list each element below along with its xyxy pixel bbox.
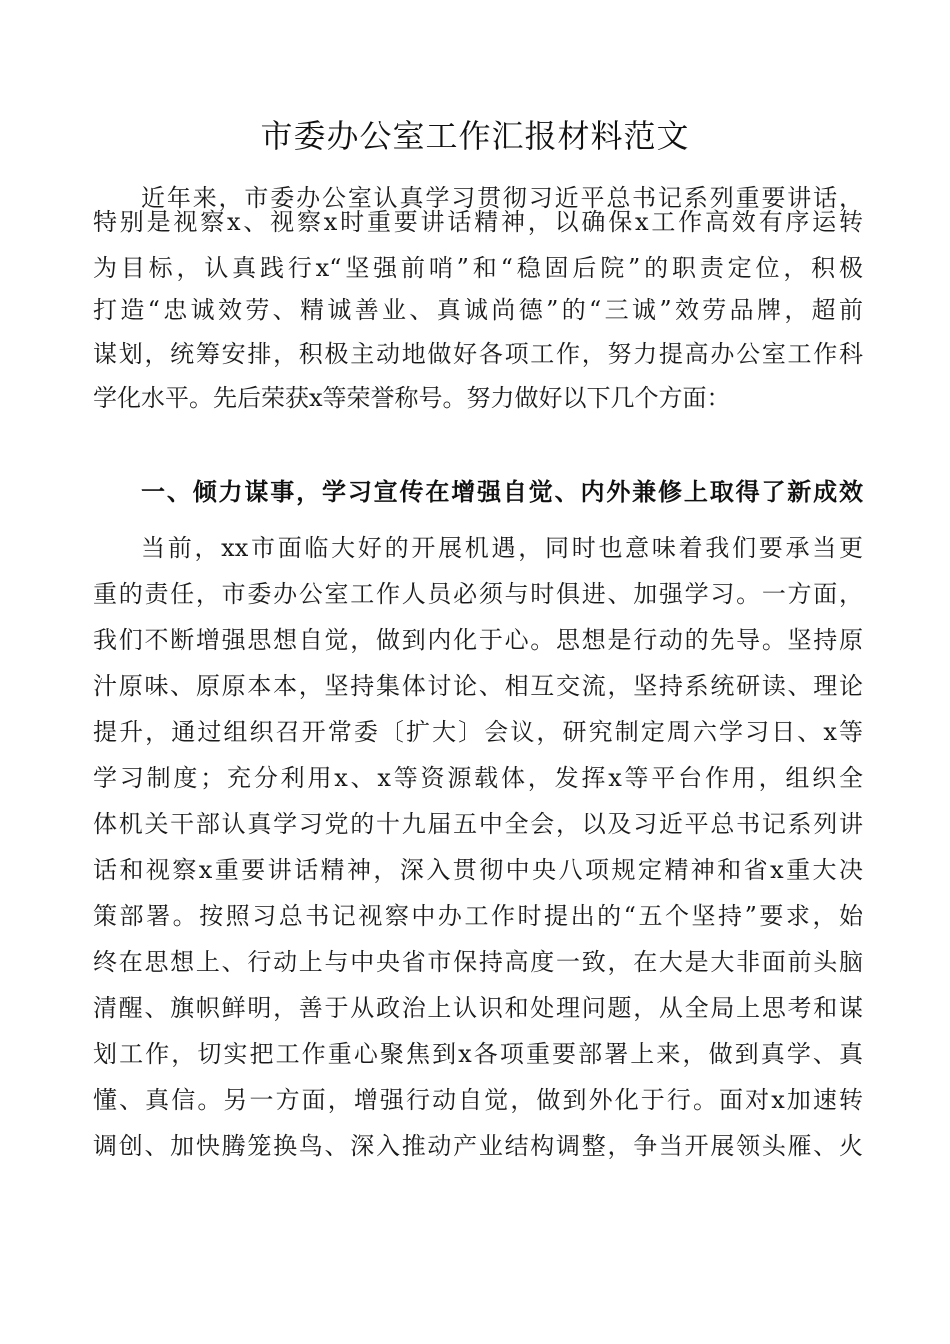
- body-line: 划工作，切实把工作重心聚焦到x各项重要部署上来，做到真学、真: [93, 1040, 863, 1068]
- intro-line: 学化水平。先后荣获x等荣誉称号。努力做好以下几个方面：: [93, 384, 731, 412]
- body-line: 调创、加快腾笼换鸟、深入推动产业结构调整，争当开展领头雁、火: [93, 1132, 863, 1160]
- section-heading: 一、倾力谋事，学习宣传在增强自觉、内外兼修上取得了新成效: [141, 478, 863, 506]
- body-line: 我们不断增强思想自觉，做到内化于心。思想是行动的先导。坚持原: [93, 626, 863, 654]
- intro-line: 谋划，统筹安排，积极主动地做好各项工作，努力提高办公室工作科: [93, 340, 863, 368]
- intro-line: 为目标，认真践行x“坚强前哨”和“稳固后院”的职责定位，积极: [93, 254, 863, 282]
- body-line: 终在思想上、行动上与中央省市保持高度一致，在大是大非面前头脑: [93, 948, 863, 976]
- intro-line: 打造“忠诚效劳、精诚善业、真诚尚德”的“三诚”效劳品牌，超前: [93, 296, 863, 324]
- body-line: 当前，xx市面临大好的开展机遇，同时也意味着我们要承当更: [141, 534, 863, 562]
- body-line: 体机关干部认真学习党的十九届五中全会，以及习近平总书记系列讲: [93, 810, 863, 838]
- body-line: 清醒、旗帜鲜明，善于从政治上认识和处理问题，从全局上思考和谋: [93, 994, 863, 1022]
- body-line: 策部署。按照习总书记视察中办工作时提出的“五个坚持”要求，始: [93, 902, 863, 930]
- body-line: 学习制度；充分利用x、x等资源载体，发挥x等平台作用，组织全: [93, 764, 863, 792]
- body-line: 提升，通过组织召开常委〔扩大〕会议，研究制定周六学习日、x等: [93, 718, 863, 746]
- intro-line: 特别是视察x、视察x时重要讲话精神，以确保x工作高效有序运转: [93, 208, 863, 236]
- intro-line: 近年来，市委办公室认真学习贯彻习近平总书记系列重要讲话，: [141, 184, 863, 212]
- body-line: 话和视察x重要讲话精神，深入贯彻中央八项规定精神和省x重大决: [93, 856, 863, 884]
- body-line: 懂、真信。另一方面，增强行动自觉，做到外化于行。面对x加速转: [93, 1086, 863, 1114]
- body-line: 汁原味、原原本本，坚持集体讨论、相互交流，坚持系统研读、理论: [93, 672, 863, 700]
- document-title: 市委办公室工作汇报材料范文: [260, 117, 690, 155]
- body-line: 重的责任，市委办公室工作人员必须与时俱进、加强学习。一方面，: [93, 580, 863, 608]
